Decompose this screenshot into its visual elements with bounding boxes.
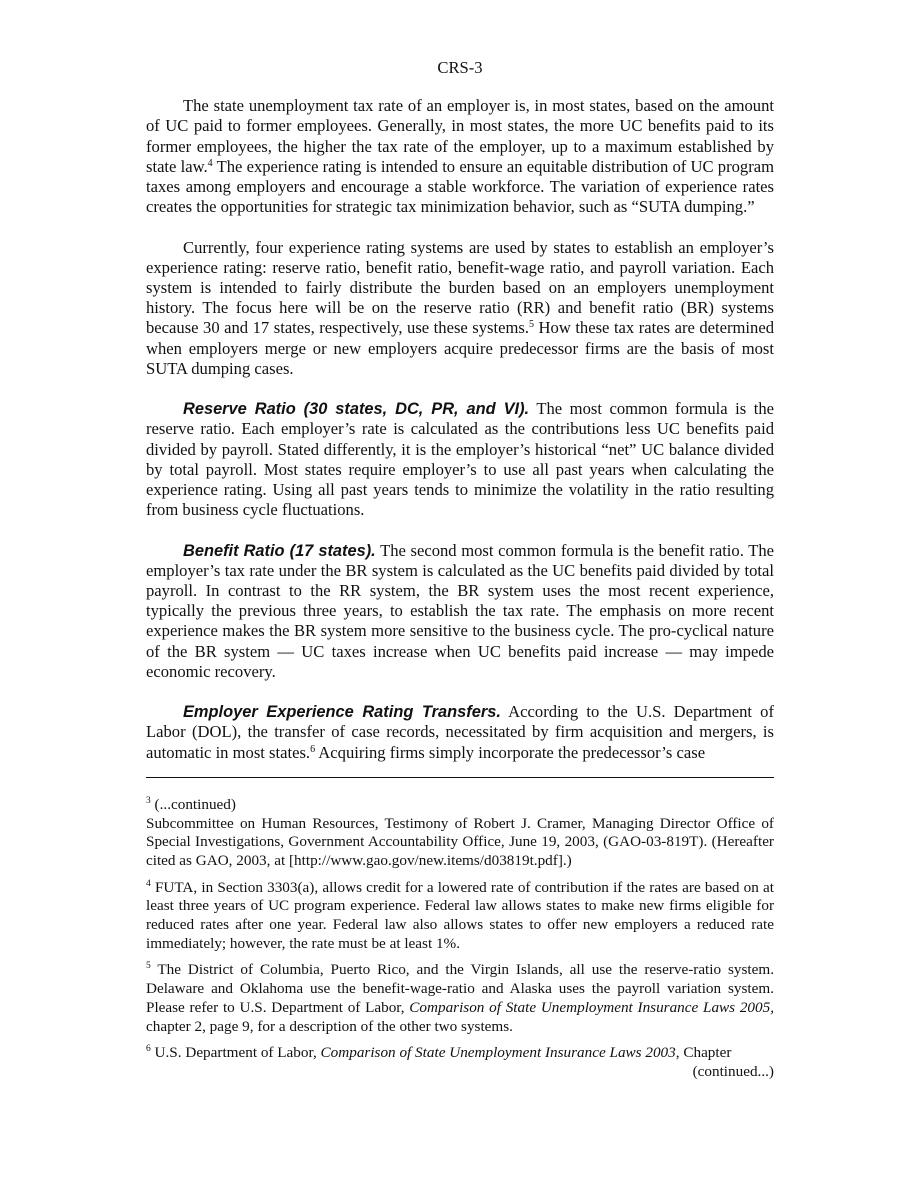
footnote-6	[146, 1044, 774, 1063]
paragraph-benefit-ratio	[146, 541, 774, 682]
footnote-continued-marker: (...continued)	[150, 795, 236, 813]
footnote-number: 5	[146, 961, 151, 972]
footnote-citation-title: Comparison of State Unemployment Insurance Laws 2003	[320, 1044, 676, 1062]
paragraph-text: Acquiring firms simply incorporate the predecessor’s case	[315, 742, 706, 762]
page-label: CRS-3	[437, 58, 483, 77]
footnote-5	[146, 961, 774, 1036]
footnote-number: 6	[146, 1044, 151, 1055]
paragraph-rating-transfers	[146, 702, 774, 763]
footnote-number: 4	[146, 878, 151, 889]
section-heading-benefit-ratio: Benefit Ratio (17 states).	[183, 541, 376, 560]
footnote-4	[146, 879, 774, 954]
paragraph-reserve-ratio	[146, 399, 774, 520]
paragraph-experience-rating	[146, 96, 774, 217]
footnote-number: 3	[146, 795, 151, 806]
footnote-citation-title: Comparison of State Unemployment Insurance Laws 2005,	[409, 998, 774, 1016]
paragraph-text: The second most common formula is the benefit ratio. The employer’s tax rate under the BR system is calculated as the UC benefits paid divided by total payroll. In contrast to the RR system, the BR system uses the most recent experience, typically the previous three years, to establish the tax rate. The emphasis on more recent experience makes the BR system more sensitive to the business cycle. The pro-cyclical nature of the BR system — UC taxes increase when UC benefits paid increase — may impede economic recovery.	[146, 540, 774, 681]
footnote-text: chapter 2, page 9, for a description of the other two systems.	[146, 1017, 513, 1035]
footnote-continued-label: (continued...)	[692, 1062, 774, 1080]
footnote-text: FUTA, in Section 3303(a), allows credit for a lowered rate of contribution if the rates are based on at least three years of UC program experience. Federal law allows states to make new firms eligible for reduced rates after one year. Federal law also allows states to offer new employers a reduced rate immediately; however, the rate must be at least 1%.	[146, 878, 774, 952]
section-heading-reserve-ratio: Reserve Ratio (30 states, DC, PR, and VI).	[183, 400, 530, 419]
paragraph-text: The experience rating is intended to ensure an equitable distribution of UC program taxes among employers and encourage a stable workforce. The variation of experience rates creates the opportunities for strategic tax minimization behavior, such as “SUTA dumping.”	[146, 156, 774, 217]
footnote-text: The District of Columbia, Puerto Rico, and the Virgin Islands, all use the reserve-ratio system. Delaware and Oklahoma use the benefit-wage-ratio and Alaska uses the payroll variation system. Please refer to U.S. Department of Labor,	[146, 961, 774, 1016]
footnote-ref-4[interactable]: 4	[207, 157, 213, 169]
paragraph-text: How these tax rates are determined when employers merge or new employers acquire predecessor firms are the basis of most SUTA dumping cases.	[146, 318, 775, 378]
footnote-3	[146, 796, 774, 871]
footnote-ref-5[interactable]: 5	[529, 319, 535, 331]
paragraph-text: The most common formula is the reserve ratio. Each employer’s rate is calculated as the contributions less UC benefits paid divided by payroll. Stated differently, it is the employer’s historical “net” UC balance divided by total payroll. Most states require employer’s to use all past years when calculating the experience rating. Using all past years tends to minimize the volatility in the ratio resulting from business cycle fluctuations.	[146, 399, 774, 520]
paragraph-rating-systems	[146, 238, 774, 379]
paragraph-text: The state unemployment tax rate of an employer is, in most states, based on the amount of UC paid to former employees. Generally, in most states, the more UC benefits paid to its former employees, the higher the tax rate of the employer, up to a maximum established by state law.	[146, 96, 774, 176]
section-heading-rating-transfers: Employer Experience Rating Transfers.	[183, 703, 501, 722]
footnote-text: , Chapter	[675, 1044, 732, 1062]
paragraph-text: Currently, four experience rating systems are used by states to establish an employer’s experience rating: reserve ratio, benefit ratio, benefit-wage ratio, and payroll variation. Each system is intended to fairly distribute the burden based on an employers unemployment history. The focus here will be on the reserve ratio (RR) and benefit ratio (BR) systems because 30 and 17 states, respectively, use these systems.	[146, 237, 774, 338]
footnote-divider	[146, 777, 774, 778]
footnote-text: U.S. Department of Labor,	[150, 1044, 321, 1062]
footnote-text: Subcommittee on Human Resources, Testimony of Robert J. Cramer, Managing Director Office of Special Investigations, Government Accountability Office, June 19, 2003, (GAO-03-819T). (Hereafter cited as GAO, 2003, at [http://www.gao.gov/new.items/d03819t.pdf].)	[146, 814, 774, 869]
footnote-ref-6[interactable]: 6	[310, 743, 316, 755]
document-page	[146, 58, 774, 1090]
paragraph-text: According to the U.S. Department of Labor (DOL), the transfer of case records, necessitated by firm acquisition and mergers, is automatic in most states.	[146, 702, 774, 762]
